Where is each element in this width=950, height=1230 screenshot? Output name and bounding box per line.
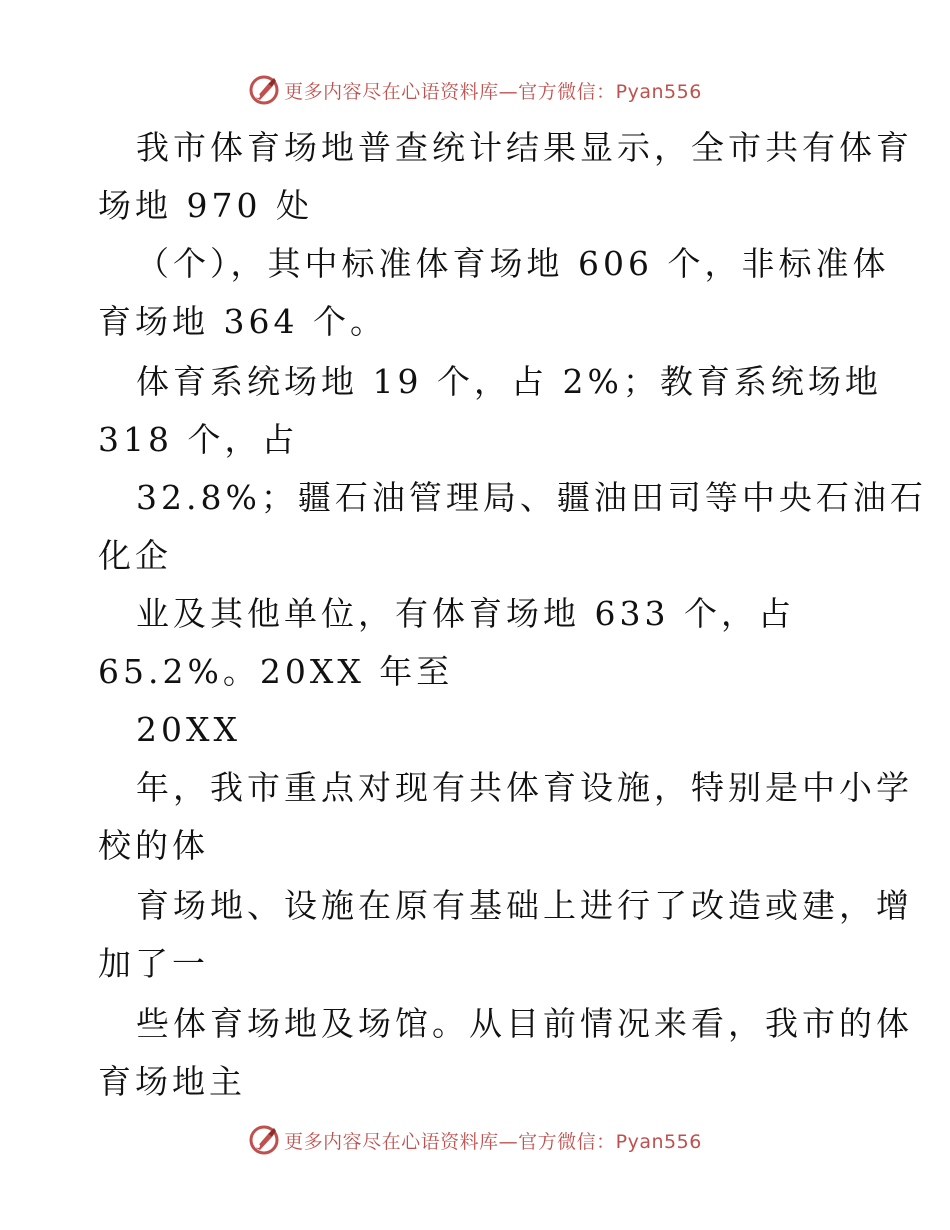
body-line: 化企 — [98, 536, 172, 575]
body-line: 体育系统场地 19 个，占 2%；教育系统场地 — [136, 362, 882, 401]
body-line: 20XX — [136, 710, 241, 749]
body-line: （个），其中标准体育场地 606 个，非标准体 — [136, 244, 890, 283]
footer-banner — [0, 1120, 950, 1160]
body-line: 318 个，占 — [98, 420, 299, 459]
body-line: 我市体育场地普查统计结果显示，全市共有体育 — [136, 128, 913, 167]
body-line: 些体育场地及场馆。从目前情况来看，我市的体 — [136, 1004, 913, 1043]
body-line: 65.2%。20XX 年至 — [98, 652, 454, 691]
footer-banner-text: 更多内容尽在心语资料库—官方微信：Pyan556 — [284, 1130, 702, 1153]
body-line: 场地 970 处 — [98, 186, 313, 225]
pen-logo-icon — [248, 74, 280, 106]
body-line: 育场地 364 个。 — [98, 302, 387, 341]
body-line: 32.8%；疆石油管理局、疆油田司等中央石油石 — [136, 478, 927, 517]
body-line: 年，我市重点对现有共体育设施，特别是中小学 — [136, 768, 913, 807]
body-line: 育场地主 — [98, 1062, 246, 1101]
header-banner-text: 更多内容尽在心语资料库—官方微信：Pyan556 — [284, 80, 702, 103]
pen-logo-icon — [248, 1124, 280, 1156]
body-line: 育场地、设施在原有基础上进行了改造或建，增 — [136, 886, 913, 925]
body-line: 加了一 — [98, 944, 209, 983]
header-banner — [0, 70, 950, 110]
body-line: 业及其他单位，有体育场地 633 个，占 — [136, 594, 795, 633]
body-line: 校的体 — [98, 826, 209, 865]
